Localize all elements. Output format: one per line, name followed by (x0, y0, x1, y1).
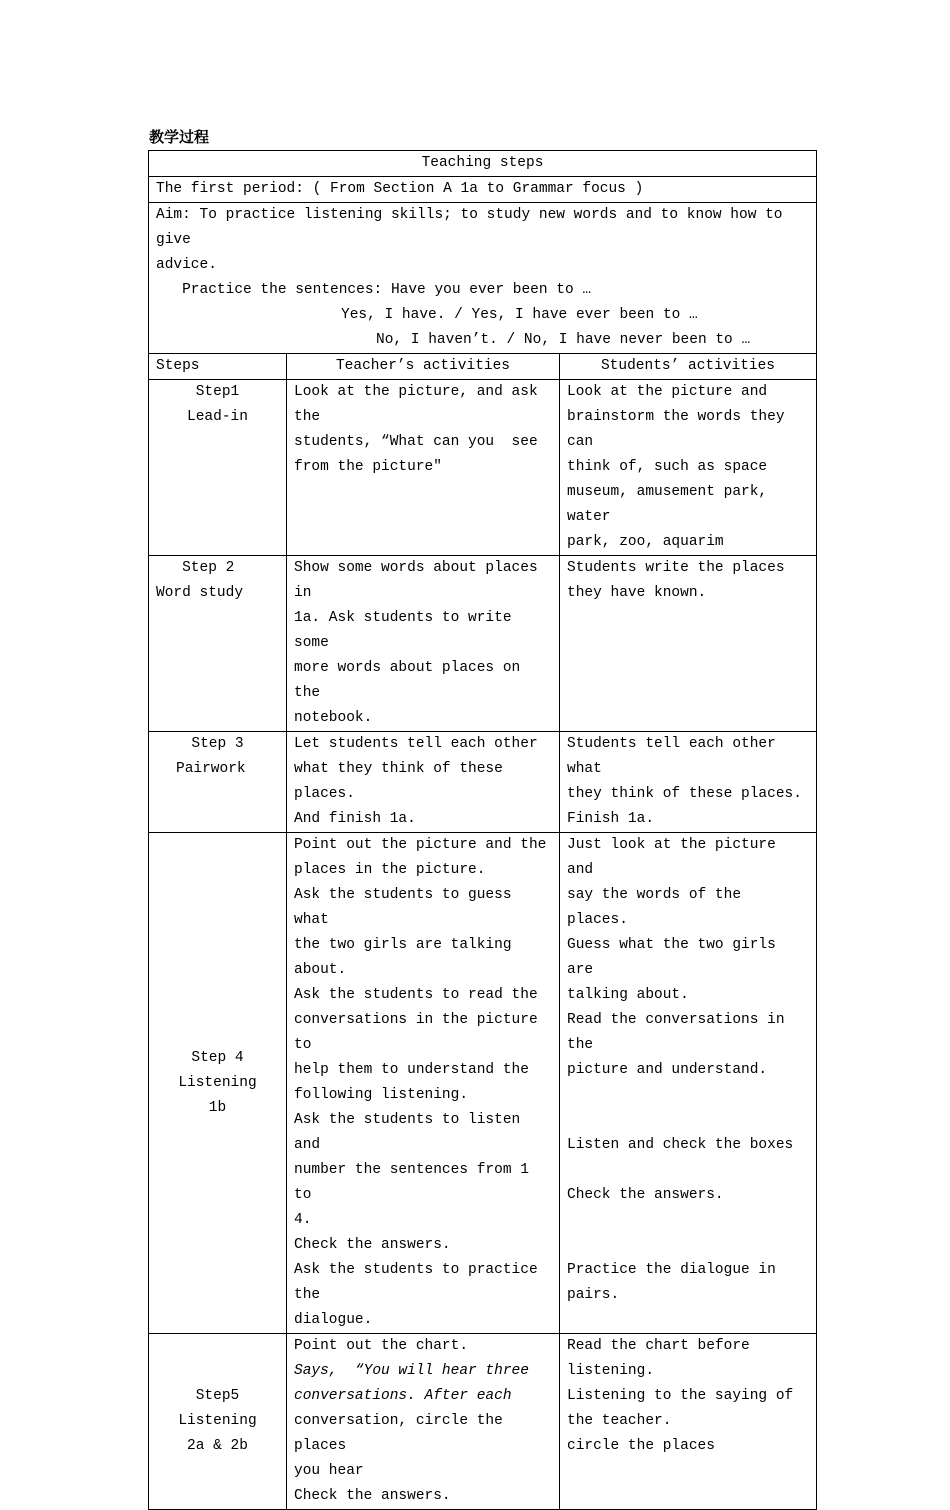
activity-line: the two girls are talking about. (294, 937, 521, 978)
teacher-column-header: Teacher’s activities (287, 354, 560, 380)
activity-line: Students tell each other what (567, 736, 785, 777)
step-name-line: Step 3 (191, 736, 244, 752)
activity-line: Ask the students to practice the (294, 1262, 547, 1303)
activity-line (567, 1108, 809, 1133)
step-row (149, 833, 817, 1334)
activity-line: circle the places (567, 1438, 715, 1454)
activity-line: park, zoo, aquarim (567, 534, 724, 550)
activity-line (567, 1083, 809, 1108)
step-row (149, 380, 817, 556)
step-name-line: Listening (178, 1074, 257, 1091)
activity-line: Listening to the saying of (567, 1388, 794, 1404)
activity-line: Students write the places (567, 560, 785, 576)
step-name-line: Lead-in (187, 409, 248, 425)
student-activity-cell (560, 1334, 817, 1510)
activity-line: Ask the students to read the (294, 987, 538, 1003)
activity-line: Point out the chart. (294, 1338, 469, 1354)
period-text: The first period: ( From Section A 1a to Grammar focus ) (149, 177, 817, 203)
students-column-header: Students’ activities (560, 354, 817, 380)
activity-line: from the picture″ (294, 459, 442, 475)
aim-line: advice. (156, 257, 217, 273)
activity-line: Says, “You will hear three (294, 1363, 529, 1379)
step-name-cell (149, 556, 287, 732)
activity-line: Check the answers. (294, 1237, 451, 1253)
activity-line: you hear (294, 1463, 364, 1479)
step-name-line: Word study (156, 585, 244, 601)
activity-line: number the sentences from 1 to (294, 1162, 538, 1203)
step-name-line: Pairwork (176, 761, 246, 777)
student-activity-cell (560, 833, 817, 1334)
activity-line: Show some words about places in (294, 560, 547, 601)
activity-line: help them to understand the (294, 1062, 529, 1078)
student-activity-cell (560, 556, 817, 732)
teacher-activity-cell (287, 556, 560, 732)
column-header-row (149, 354, 817, 380)
document-title: 教学过程 (149, 128, 210, 146)
step-name-line: Listening (178, 1413, 257, 1429)
step-name-cell (149, 1334, 287, 1510)
activity-line: what they think of these places. (294, 761, 512, 802)
activity-line: dialogue. (294, 1312, 373, 1328)
step-row (149, 556, 817, 732)
activity-line: Finish 1a. (567, 811, 655, 827)
activity-line: museum, amusement park, water (567, 484, 776, 525)
aim-row (149, 203, 817, 354)
activity-line: listening. (567, 1363, 655, 1379)
sentence-line: Yes, I have. / Yes, I have ever been to … (341, 307, 698, 323)
teacher-activity-cell (287, 833, 560, 1334)
activity-line: notebook. (294, 710, 373, 726)
activity-line: the teacher. (567, 1413, 672, 1429)
activity-line: Point out the picture and the (294, 837, 547, 853)
activity-line: Ask the students to listen and (294, 1112, 529, 1153)
step-name-line: Step 2 (156, 560, 235, 576)
activity-line: places in the picture. (294, 862, 486, 878)
activity-line: conversations. After each (294, 1388, 512, 1404)
steps-column-header: Steps (149, 354, 287, 380)
teaching-steps-heading: Teaching steps (149, 151, 817, 177)
activity-line: brainstorm the words they can (567, 409, 794, 450)
activity-line: Look at the picture, and ask the (294, 384, 547, 425)
activity-line: Read the conversations in the (567, 1012, 794, 1053)
aim-line: Aim: To practice listening skills; to study new words and to know how to give (156, 207, 792, 248)
activity-line: Guess what the two girls are (567, 937, 785, 978)
activity-line: Just look at the picture and (567, 837, 785, 878)
teacher-activity-cell (287, 1334, 560, 1510)
step-row (149, 1334, 817, 1510)
activity-line: Let students tell each other (294, 736, 538, 752)
sentence-line: No, I haven’t. / No, I have never been to … (376, 332, 751, 348)
activity-line (567, 1158, 809, 1183)
activity-line (567, 1233, 809, 1258)
activity-line: think of, such as space (567, 459, 768, 475)
practice-line: Practice the sentences: Have you ever been to … (156, 282, 592, 298)
period-row (149, 177, 817, 203)
table-title-row (149, 151, 817, 177)
activity-line: Ask the students to guess what (294, 887, 521, 928)
teaching-steps-table (148, 150, 817, 1510)
activity-line: students, “What can you see (294, 434, 538, 450)
step-name-line: Step5 (195, 1388, 240, 1404)
activity-line: conversation, circle the places (294, 1413, 512, 1454)
student-activity-cell (560, 380, 817, 556)
teacher-activity-cell (287, 380, 560, 556)
step-name-cell (149, 732, 287, 833)
activity-line: they think of these places. (567, 786, 802, 802)
activity-line: And finish 1a. (294, 811, 416, 827)
activity-line: conversations in the picture to (294, 1012, 547, 1053)
activity-line: talking about. (567, 987, 689, 1003)
activity-line: 4. (294, 1212, 312, 1228)
aim-cell (149, 203, 817, 354)
activity-line (567, 1208, 809, 1233)
activity-line: 1a. Ask students to write some (294, 610, 521, 651)
step-name-line: Step 4 (191, 1049, 244, 1066)
activity-line: they have known. (567, 585, 707, 601)
step-row (149, 732, 817, 833)
activity-line: say the words of the places. (567, 887, 750, 928)
activity-line: following listening. (294, 1087, 469, 1103)
activity-line: pairs. (567, 1287, 620, 1303)
activity-line: Look at the picture and (567, 384, 768, 400)
step-name-cell (149, 380, 287, 556)
activity-line: more words about places on the (294, 660, 529, 701)
step-name-line: 2a & 2b (187, 1438, 248, 1454)
student-activity-cell (560, 732, 817, 833)
activity-line: Check the answers. (294, 1488, 451, 1504)
activity-line: Read the chart before (567, 1338, 750, 1354)
step-name-line: Step1 (195, 384, 240, 400)
activity-line: Listen and check the boxes (567, 1137, 794, 1153)
teacher-activity-cell (287, 732, 560, 833)
step-name-line: 1b (208, 1099, 227, 1116)
activity-line: picture and understand. (567, 1062, 768, 1078)
activity-line: Check the answers. (567, 1187, 724, 1203)
activity-line: Practice the dialogue in (567, 1262, 776, 1278)
step-name-cell (149, 833, 287, 1334)
